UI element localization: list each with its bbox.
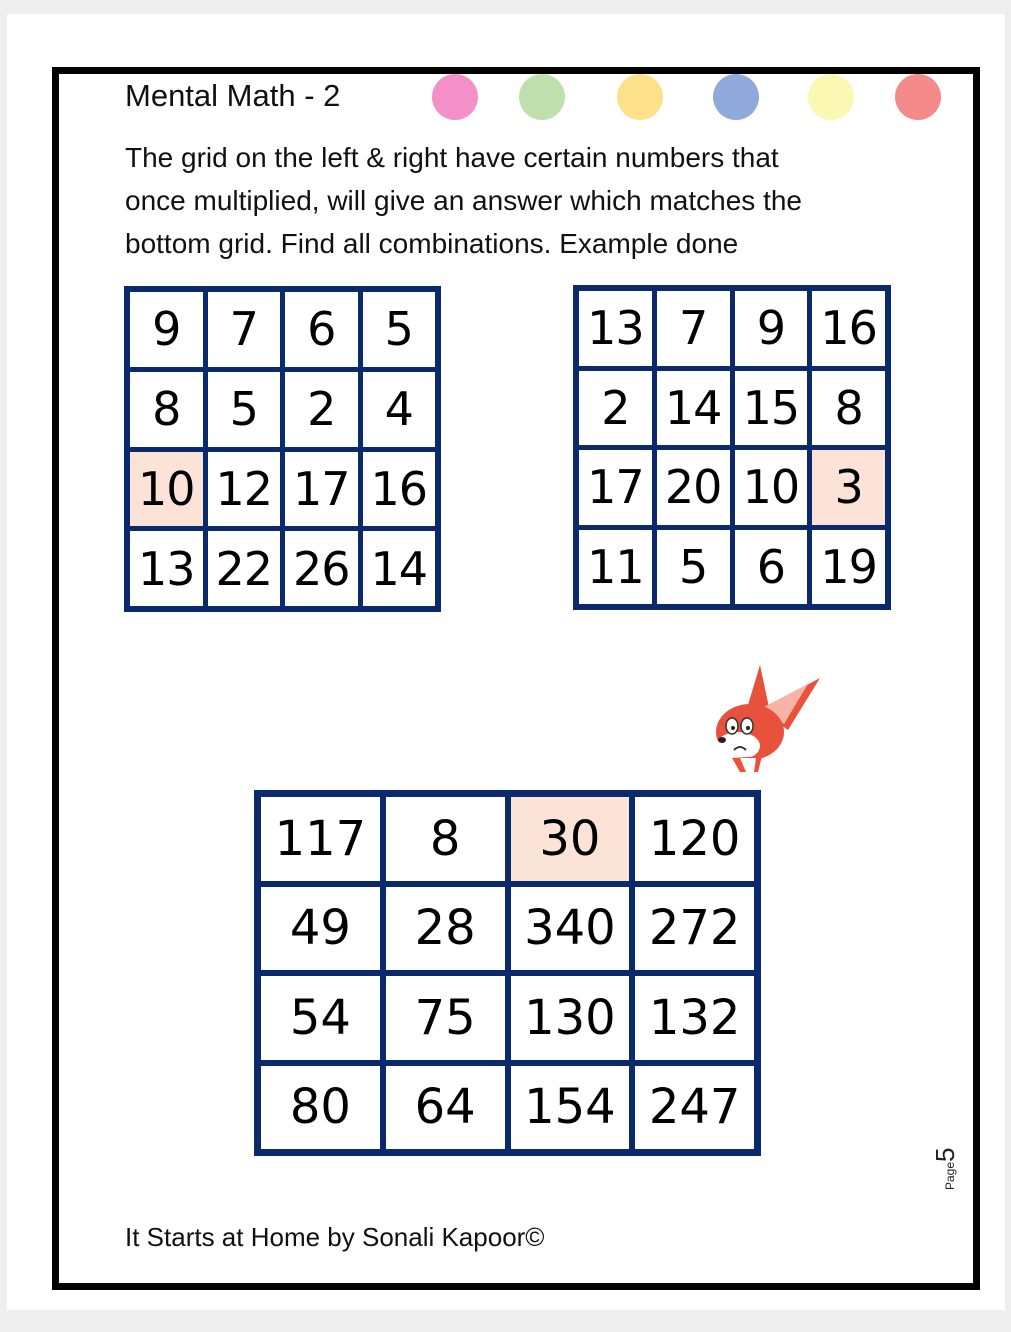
grid-cell[interactable]: 28 (386, 887, 505, 971)
instructions (125, 136, 905, 265)
grid-cell[interactable]: 17 (579, 450, 652, 525)
grid-cell[interactable]: 64 (386, 1066, 505, 1150)
grid-cell[interactable]: 10 (735, 450, 808, 525)
grid-cell[interactable]: 16 (812, 291, 885, 366)
grid-cell[interactable]: 14 (363, 531, 436, 606)
grid-cell[interactable]: 16 (363, 452, 436, 527)
grid-cell[interactable]: 247 (635, 1066, 754, 1150)
grid-cell[interactable]: 340 (511, 887, 630, 971)
color-dot-yellow (617, 74, 663, 120)
right-number-grid (573, 285, 891, 610)
instructions-line-2: once multiplied, will give an answer which matches the (125, 185, 802, 216)
grid-cell[interactable]: 7 (657, 291, 730, 366)
bottom-product-grid (254, 790, 761, 1156)
grid-cell[interactable]: 154 (511, 1066, 630, 1150)
grid-cell[interactable]: 120 (635, 797, 754, 881)
grid-cell[interactable]: 9 (130, 292, 203, 367)
grid-cell[interactable]: 12 (208, 452, 281, 527)
instructions-line-1: The grid on the left & right have certain numbers that (125, 142, 779, 173)
grid-cell[interactable]: 5 (657, 530, 730, 605)
grid-cell[interactable]: 132 (635, 976, 754, 1060)
grid-cell[interactable]: 75 (386, 976, 505, 1060)
fox-mascot-icon (700, 660, 825, 775)
grid-cell-highlighted[interactable]: 30 (511, 797, 630, 881)
grid-cell[interactable]: 5 (208, 372, 281, 447)
footer-credit: It Starts at Home by Sonali Kapoor© (125, 1222, 545, 1252)
grid-cell[interactable]: 17 (285, 452, 358, 527)
left-number-grid (124, 286, 441, 612)
grid-cell[interactable]: 9 (735, 291, 808, 366)
instructions-line-3: bottom grid. Find all combinations. Example done (125, 228, 739, 259)
grid-cell[interactable]: 117 (261, 797, 380, 881)
grid-cell[interactable]: 272 (635, 887, 754, 971)
color-dot-light-yellow (808, 74, 854, 120)
grid-cell[interactable]: 20 (657, 450, 730, 525)
color-dot-blue (713, 74, 759, 120)
grid-cell[interactable]: 6 (285, 292, 358, 367)
grid-cell[interactable]: 4 (363, 372, 436, 447)
grid-cell[interactable]: 11 (579, 530, 652, 605)
grid-cell[interactable]: 13 (579, 291, 652, 366)
grid-cell[interactable]: 19 (812, 530, 885, 605)
grid-cell[interactable]: 5 (363, 292, 436, 367)
grid-cell[interactable]: 130 (511, 976, 630, 1060)
grid-cell[interactable]: 8 (812, 371, 885, 446)
grid-cell-highlighted[interactable]: 3 (812, 450, 885, 525)
grid-cell[interactable]: 8 (386, 797, 505, 881)
grid-cell[interactable]: 15 (735, 371, 808, 446)
grid-cell[interactable]: 2 (579, 371, 652, 446)
worksheet-title: Mental Math - 2 (125, 78, 341, 113)
grid-cell-highlighted[interactable]: 10 (130, 452, 203, 527)
grid-cell[interactable]: 8 (130, 372, 203, 447)
grid-cell[interactable]: 7 (208, 292, 281, 367)
color-dot-red (895, 74, 941, 120)
color-dot-pink (432, 74, 478, 120)
grid-cell[interactable]: 13 (130, 531, 203, 606)
color-dot-green (519, 74, 565, 120)
page-number (930, 1140, 980, 1190)
grid-cell[interactable]: 54 (261, 976, 380, 1060)
grid-cell[interactable]: 2 (285, 372, 358, 447)
grid-cell[interactable]: 14 (657, 371, 730, 446)
grid-cell[interactable]: 26 (285, 531, 358, 606)
grid-cell[interactable]: 49 (261, 887, 380, 971)
grid-cell[interactable]: 80 (261, 1066, 380, 1150)
page-label: Page (943, 1161, 957, 1190)
grid-cell[interactable]: 22 (208, 531, 281, 606)
grid-cell[interactable]: 6 (735, 530, 808, 605)
page-number-value: 5 (930, 1147, 960, 1162)
